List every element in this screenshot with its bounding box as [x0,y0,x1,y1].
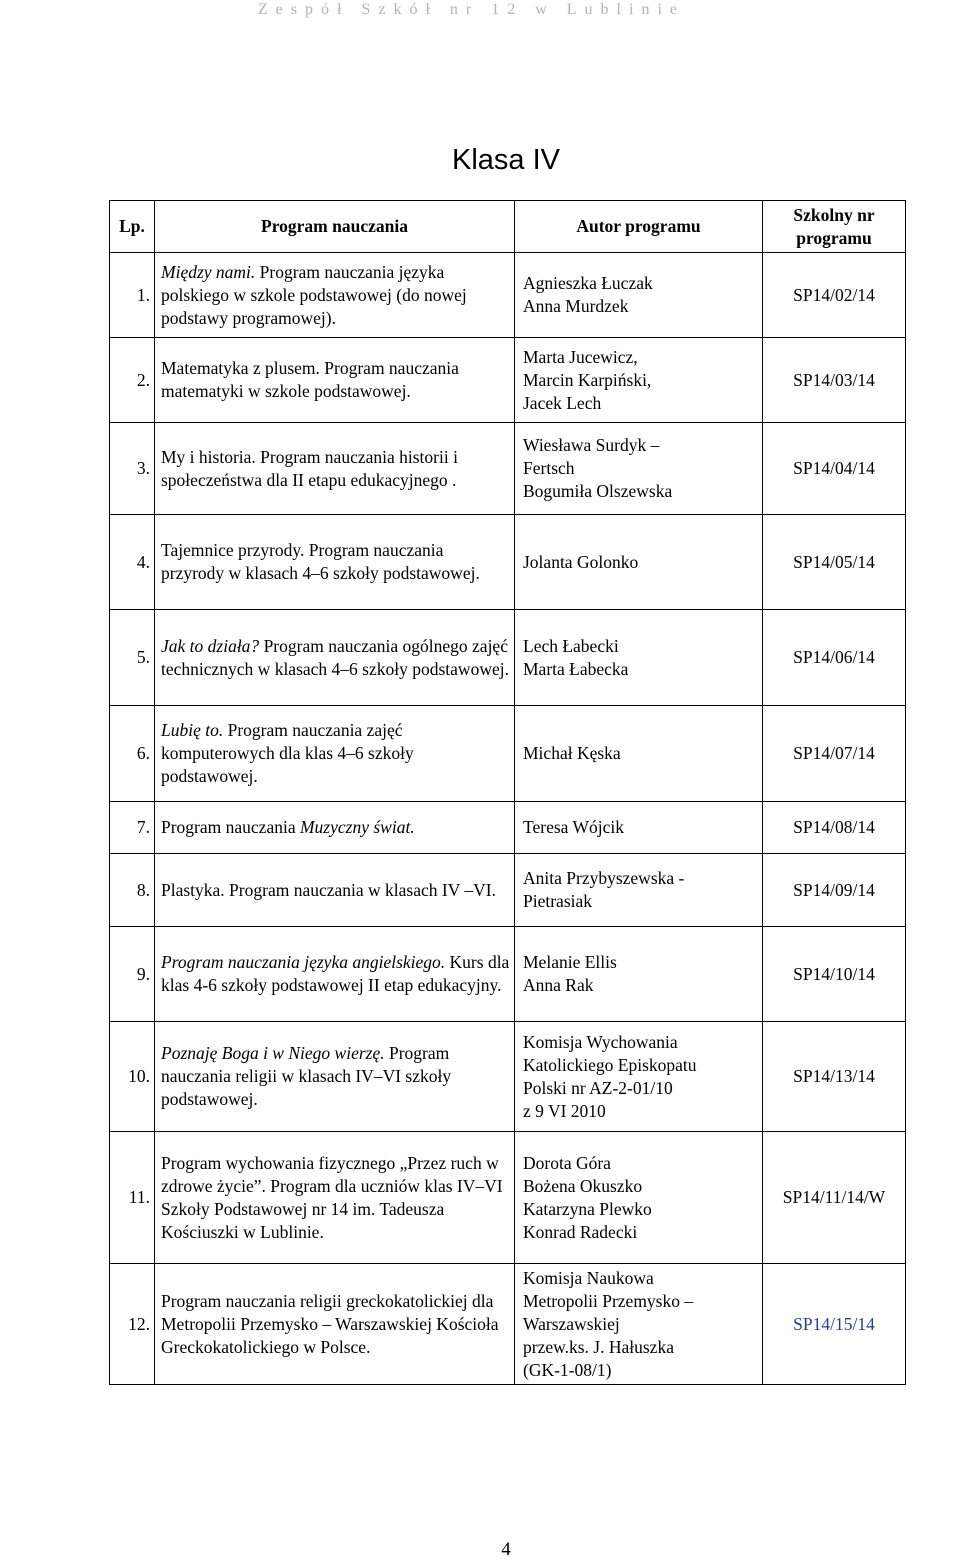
row-lp: 8. [110,854,155,927]
row-authors: Michał Kęska [515,706,763,802]
table-row [110,338,906,423]
row-number: SP14/03/14 [763,338,906,423]
row-lp: 5. [110,610,155,706]
row-number: SP14/15/14 [763,1264,906,1385]
row-program: Program wychowania fizycznego „Przez ruch w zdrowe życie”. Program dla uczniów klas IV–VI Szkoły Podstawowej nr 14 im. Tadeusza Kościuszki w Lublinie. [155,1132,515,1264]
row-lp: 1. [110,253,155,338]
row-program: Program nauczania języka angielskiego. Kurs dla klas 4-6 szkoły podstawowej II etap edukacyjny. [155,927,515,1022]
row-authors: Marta Jucewicz, Marcin Karpiński, Jacek Lech [515,338,763,423]
row-authors: Komisja Wychowania Katolickiego Episkopatu Polski nr AZ-2-01/10 z 9 VI 2010 [515,1022,763,1132]
row-lp: 2. [110,338,155,423]
row-lp: 12. [110,1264,155,1385]
row-lp: 4. [110,515,155,610]
table-row [110,1264,906,1385]
header-program: Program nauczania [155,201,515,253]
header-author: Autor programu [515,201,763,253]
row-authors: Agnieszka Łuczak Anna Murdzek [515,253,763,338]
table-row [110,515,906,610]
table-row [110,423,906,515]
row-program: Poznaję Boga i w Niego wierzę. Program nauczania religii w klasach IV–VI szkoły podstawowej. [155,1022,515,1132]
row-program: Program nauczania religii greckokatolickiej dla Metropolii Przemysko – Warszawskiej Kościoła Greckokatolickiego w Polsce. [155,1264,515,1385]
row-authors: Wiesława Surdyk – Fertsch Bogumiła Olszewska [515,423,763,515]
row-number: SP14/06/14 [763,610,906,706]
row-number: SP14/07/14 [763,706,906,802]
row-number: SP14/02/14 [763,253,906,338]
row-program: Jak to działa? Program nauczania ogólnego zajęć technicznych w klasach 4–6 szkoły podstawowej. [155,610,515,706]
row-number: SP14/05/14 [763,515,906,610]
row-program: Matematyka z plusem. Program nauczania matematyki w szkole podstawowej. [155,338,515,423]
row-authors: Jolanta Golonko [515,515,763,610]
table-header-row [110,201,906,253]
row-authors: Komisja Naukowa Metropolii Przemysko – Warszawskiej przew.ks. J. Hałuszka (GK-1-08/1) [515,1264,763,1385]
row-number: SP14/13/14 [763,1022,906,1132]
table-row [110,706,906,802]
header-number: Szkolny nr programu [763,201,906,253]
row-program: Plastyka. Program nauczania w klasach IV –VI. [155,854,515,927]
row-program: My i historia. Program nauczania historii i społeczeństwa dla II etapu edukacyjnego . [155,423,515,515]
row-lp: 6. [110,706,155,802]
table-row [110,1132,906,1264]
table-row [110,854,906,927]
row-lp: 7. [110,802,155,854]
row-lp: 9. [110,927,155,1022]
table-row [110,253,906,338]
row-number: SP14/11/14/W [763,1132,906,1264]
row-program: Program nauczania Muzyczny świat. [155,802,515,854]
row-number: SP14/09/14 [763,854,906,927]
row-program: Lubię to. Program nauczania zajęć komputerowych dla klas 4–6 szkoły podstawowej. [155,706,515,802]
row-lp: 10. [110,1022,155,1132]
row-authors: Melanie Ellis Anna Rak [515,927,763,1022]
row-number: SP14/04/14 [763,423,906,515]
page-title: Klasa IV [452,144,560,176]
row-number: SP14/10/14 [763,927,906,1022]
page-number: 4 [501,1539,511,1560]
row-program: Między nami. Program nauczania języka polskiego w szkole podstawowej (do nowej podstawy programowej). [155,253,515,338]
table-row [110,1022,906,1132]
row-authors: Teresa Wójcik [515,802,763,854]
row-lp: 11. [110,1132,155,1264]
header-lp: Lp. [110,201,155,253]
row-authors: Anita Przybyszewska - Pietrasiak [515,854,763,927]
row-authors: Dorota Góra Bożena Okuszko Katarzyna Plewko Konrad Radecki [515,1132,763,1264]
table-row [110,610,906,706]
row-authors: Lech Łabecki Marta Łabecka [515,610,763,706]
page-header: Zespół Szkół nr 12 w Lublinie [257,1,685,18]
row-lp: 3. [110,423,155,515]
row-program: Tajemnice przyrody. Program nauczania przyrody w klasach 4–6 szkoły podstawowej. [155,515,515,610]
program-table [109,200,906,1385]
row-number: SP14/08/14 [763,802,906,854]
table-row [110,927,906,1022]
table-row [110,802,906,854]
